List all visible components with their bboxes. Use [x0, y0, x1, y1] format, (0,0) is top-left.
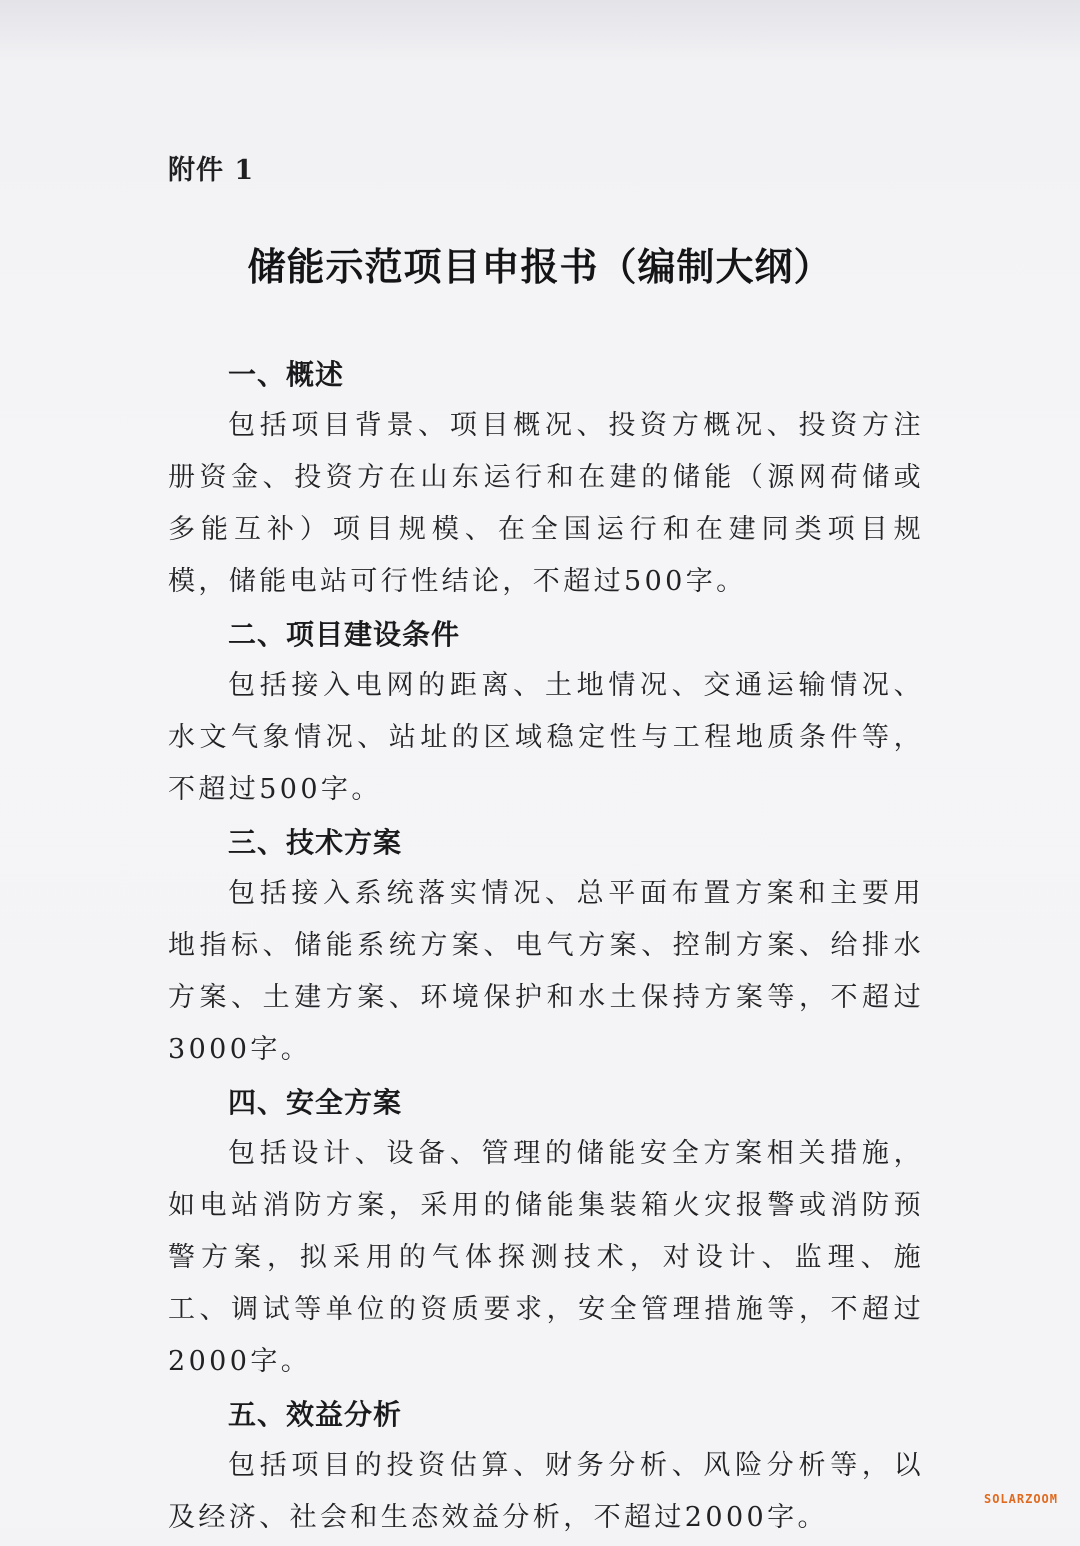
section-paragraph: 包括项目背景、项目概况、投资方概况、投资方注册资金、投资方在山东运行和在建的储能（源网荷储或多能互补）项目规模、在全国运行和在建同类项目规模，储能电站可行性结论，不超过500字。: [168, 410, 924, 597]
section-safety-plan: [168, 1078, 924, 1388]
section-overview: [168, 350, 924, 608]
document-body: [168, 350, 924, 1546]
section-benefit-analysis: [168, 1390, 924, 1544]
section-heading: 五、效益分析: [228, 1398, 403, 1431]
section-paragraph: 包括接入电网的距离、土地情况、交通运输情况、水文气象情况、站址的区域稳定性与工程地质条件等，不超过500字。: [168, 670, 924, 805]
section-paragraph: 包括接入系统落实情况、总平面布置方案和主要用地指标、储能系统方案、电气方案、控制方案、给排水方案、土建方案、环境保护和水土保持方案等，不超过3000字。: [168, 878, 924, 1065]
section-technical-plan: [168, 818, 924, 1076]
attachment-label: 附件 1: [168, 155, 255, 186]
section-heading: 二、项目建设条件: [228, 618, 461, 651]
section-heading: 四、安全方案: [228, 1086, 403, 1119]
section-construction-conditions: [168, 610, 924, 816]
watermark: SOLARZOOM: [983, 1492, 1058, 1506]
section-paragraph: 包括设计、设备、管理的储能安全方案相关措施，如电站消防方案，采用的储能集装箱火灾报警或消防预警方案，拟采用的气体探测技术，对设计、监理、施工、调试等单位的资质要求，安全管理措施等，不超过2000字。: [168, 1138, 924, 1377]
section-paragraph: 包括项目的投资估算、财务分析、风险分析等，以及经济、社会和生态效益分析，不超过2000字。: [168, 1450, 924, 1533]
section-heading: 一、概述: [228, 358, 345, 391]
section-heading: 三、技术方案: [228, 826, 403, 859]
document-title: 储能示范项目申报书（编制大纲）: [247, 244, 833, 289]
scan-shadow: [0, 0, 1080, 60]
